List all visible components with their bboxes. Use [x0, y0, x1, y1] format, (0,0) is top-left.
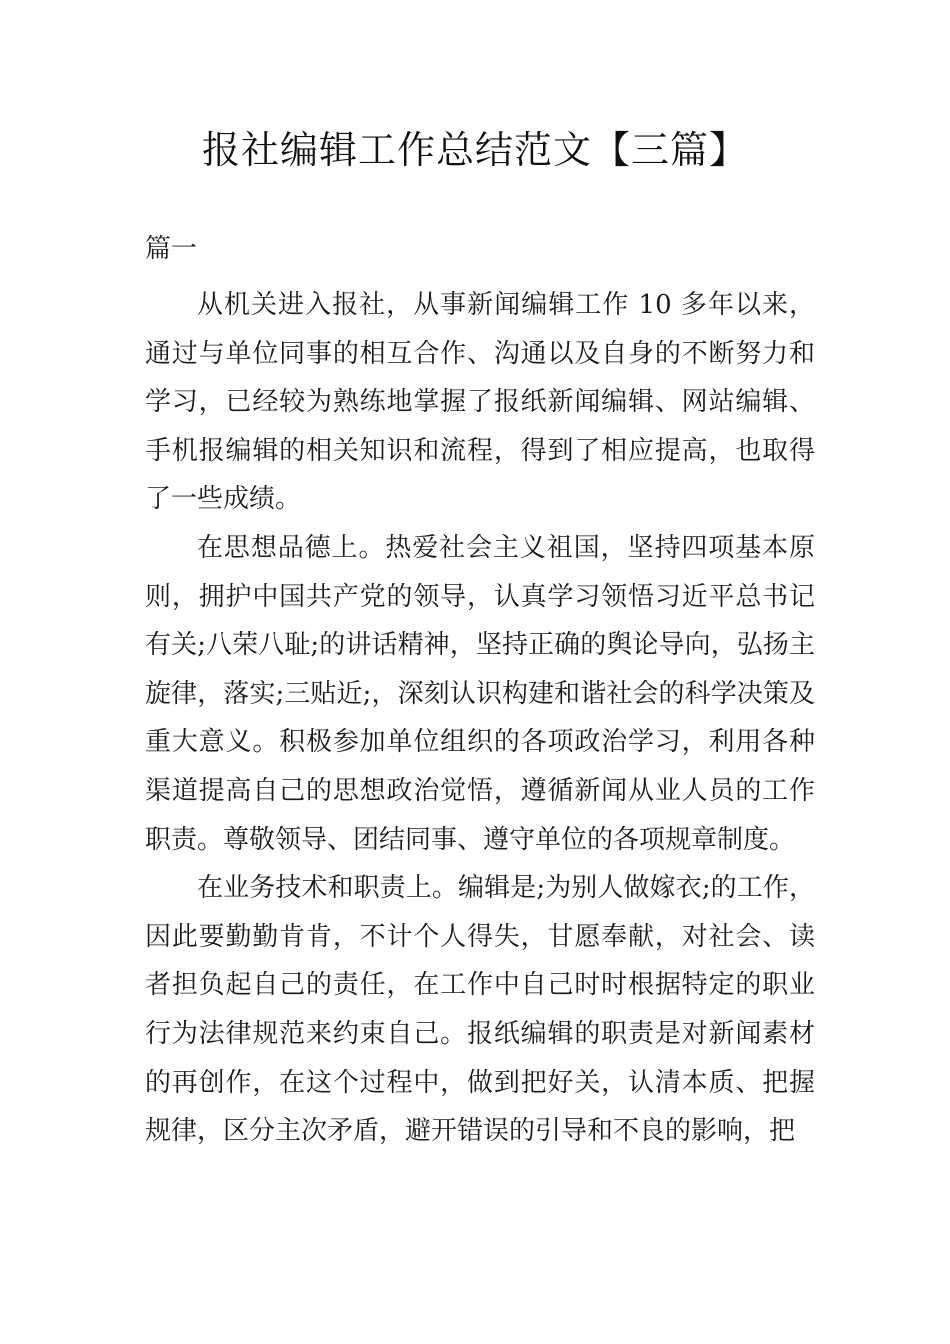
document-body: [145, 281, 815, 1156]
section-heading: 篇一: [145, 234, 198, 264]
paragraph-3: 在业务技术和职责上。编辑是;为别人做嫁衣;的工作，因此要勤勤肯肯，不计个人得失，甘愿奉献，对社会、读者担负起自己的责任，在工作中自己时时根据特定的职业行为法律规范来约束自己。报纸编辑的职责是对新闻素材的再创作，在这个过程中，做到把好关，认清本质、把握规律，区分主次矛盾，避开错误的引导和不良的影响，把: [145, 873, 815, 1147]
paragraph-2: 在思想品德上。热爱社会主义祖国，坚持四项基本原则，拥护中国共产党的领导，认真学习领悟习近平总书记有关;八荣八耻;的讲话精神，坚持正确的舆论导向，弘扬主旋律，落实;三贴近;，深刻认识构建和谐社会的科学决策及重大意义。积极参加单位组织的各项政治学习，利用各种渠道提高自己的思想政治觉悟，遵循新闻从业人员的工作职责。尊敬领导、团结同事、遵守单位的各项规章制度。: [145, 532, 815, 855]
paragraph-1: 从机关进入报社，从事新闻编辑工作 10 多年以来，通过与单位同事的相互合作、沟通以及自身的不断努力和学习，已经较为熟练地掌握了报纸新闻编辑、网站编辑、手机报编辑的相关知识和流程，得到了相应提高，也取得了一些成绩。: [145, 290, 815, 515]
document-title: 报社编辑工作总结范文【三篇】: [201, 128, 748, 172]
